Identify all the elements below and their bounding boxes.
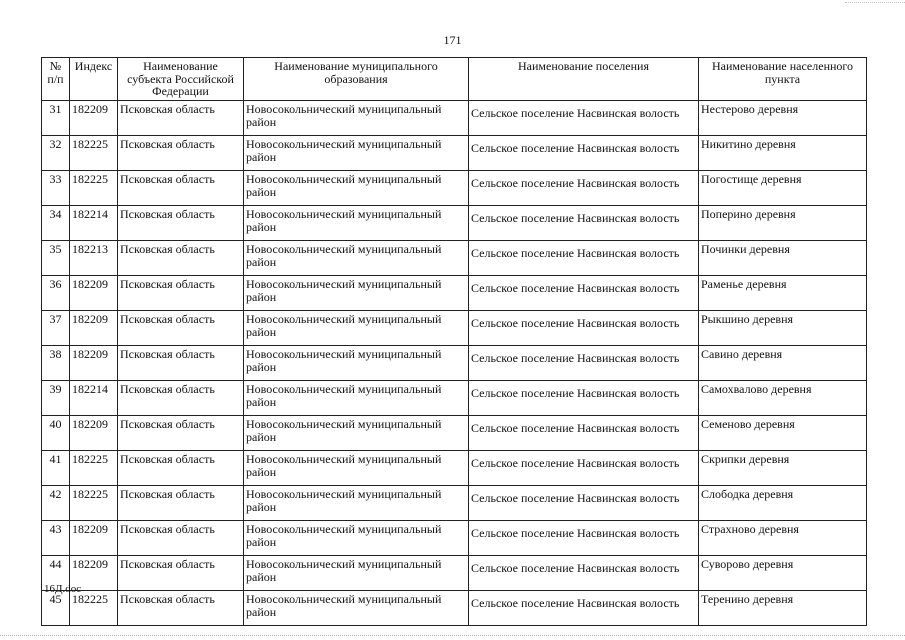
- header-num: № п/п: [42, 58, 70, 101]
- cell-municipality: Новосокольнический муниципальный район: [244, 276, 469, 311]
- cell-index: 182225: [70, 451, 118, 486]
- cell-subject: Псковская область: [118, 241, 244, 276]
- cell-num: 36: [42, 276, 70, 311]
- cell-num: 33: [42, 171, 70, 206]
- table-row: [42, 381, 867, 416]
- cell-index: 182209: [70, 101, 118, 136]
- table-row: [42, 451, 867, 486]
- cell-locality: Суворово деревня: [699, 556, 867, 591]
- cell-num: 44: [42, 556, 70, 591]
- cell-index: 182209: [70, 276, 118, 311]
- cell-locality: Никитино деревня: [699, 136, 867, 171]
- cell-subject: Псковская область: [118, 311, 244, 346]
- cell-num: 35: [42, 241, 70, 276]
- cell-index: 182209: [70, 346, 118, 381]
- cell-subject: Псковская область: [118, 136, 244, 171]
- cell-num: 37: [42, 311, 70, 346]
- cell-settlement: Сельское поселение Насвинская волость: [469, 416, 699, 451]
- cell-subject: Псковская область: [118, 556, 244, 591]
- cell-subject: Псковская область: [118, 206, 244, 241]
- cell-settlement: Сельское поселение Насвинская волость: [469, 556, 699, 591]
- cell-index: 182225: [70, 591, 118, 626]
- cell-municipality: Новосокольнический муниципальный район: [244, 311, 469, 346]
- cell-index: 182209: [70, 521, 118, 556]
- cell-locality: Поперино деревня: [699, 206, 867, 241]
- cell-locality: Теренино деревня: [699, 591, 867, 626]
- cell-municipality: Новосокольнический муниципальный район: [244, 381, 469, 416]
- cell-settlement: Сельское поселение Насвинская волость: [469, 311, 699, 346]
- cell-subject: Псковская область: [118, 381, 244, 416]
- cell-municipality: Новосокольнический муниципальный район: [244, 241, 469, 276]
- cell-index: 182209: [70, 416, 118, 451]
- cell-num: 31: [42, 101, 70, 136]
- cell-subject: Псковская область: [118, 171, 244, 206]
- footer-filename: 16Д.doc: [44, 583, 82, 595]
- cell-index: 182225: [70, 486, 118, 521]
- table-row: [42, 136, 867, 171]
- cell-num: 42: [42, 486, 70, 521]
- table-row: [42, 206, 867, 241]
- cell-subject: Псковская область: [118, 521, 244, 556]
- cell-settlement: Сельское поселение Насвинская волость: [469, 206, 699, 241]
- cell-num: 34: [42, 206, 70, 241]
- cell-num: 43: [42, 521, 70, 556]
- cell-index: 182213: [70, 241, 118, 276]
- cell-settlement: Сельское поселение Насвинская волость: [469, 486, 699, 521]
- cell-index: 182225: [70, 136, 118, 171]
- cell-municipality: Новосокольнический муниципальный район: [244, 521, 469, 556]
- cell-num: 39: [42, 381, 70, 416]
- cell-index: 182225: [70, 171, 118, 206]
- cell-locality: Скрипки деревня: [699, 451, 867, 486]
- cell-subject: Псковская область: [118, 451, 244, 486]
- table-row: [42, 311, 867, 346]
- table-row: [42, 521, 867, 556]
- table-row: [42, 591, 867, 626]
- cell-num: 45: [42, 591, 70, 626]
- table-row: [42, 171, 867, 206]
- cell-settlement: Сельское поселение Насвинская волость: [469, 591, 699, 626]
- cell-subject: Псковская область: [118, 346, 244, 381]
- cell-locality: Погостище деревня: [699, 171, 867, 206]
- cell-settlement: Сельское поселение Насвинская волость: [469, 101, 699, 136]
- cell-municipality: Новосокольнический муниципальный район: [244, 591, 469, 626]
- cell-locality: Раменье деревня: [699, 276, 867, 311]
- page-number: 171: [443, 33, 462, 47]
- cell-settlement: Сельское поселение Насвинская волость: [469, 521, 699, 556]
- settlements-table: [41, 57, 867, 626]
- header-index: Индекс: [70, 58, 118, 101]
- table-row: [42, 241, 867, 276]
- table-header-row: [42, 58, 867, 101]
- table-row: [42, 486, 867, 521]
- cell-subject: Псковская область: [118, 591, 244, 626]
- cell-settlement: Сельское поселение Насвинская волость: [469, 346, 699, 381]
- scan-edge-top: [845, 2, 905, 3]
- cell-settlement: Сельское поселение Насвинская волость: [469, 276, 699, 311]
- table-body: [42, 101, 867, 626]
- table-row: [42, 556, 867, 591]
- table-row: [42, 416, 867, 451]
- cell-municipality: Новосокольнический муниципальный район: [244, 346, 469, 381]
- cell-index: 182209: [70, 556, 118, 591]
- cell-municipality: Новосокольнический муниципальный район: [244, 486, 469, 521]
- cell-settlement: Сельское поселение Насвинская волость: [469, 241, 699, 276]
- cell-locality: Рыкшино деревня: [699, 311, 867, 346]
- cell-locality: Самохвалово деревня: [699, 381, 867, 416]
- cell-settlement: Сельское поселение Насвинская волость: [469, 136, 699, 171]
- header-subject: Наименование субъекта Российской Федерации: [118, 58, 244, 101]
- cell-num: 41: [42, 451, 70, 486]
- cell-num: 40: [42, 416, 70, 451]
- table-row: [42, 101, 867, 136]
- cell-municipality: Новосокольнический муниципальный район: [244, 451, 469, 486]
- cell-settlement: Сельское поселение Насвинская волость: [469, 381, 699, 416]
- cell-settlement: Сельское поселение Насвинская волость: [469, 451, 699, 486]
- header-municipality: Наименование муниципального образования: [244, 58, 469, 101]
- table-row: [42, 276, 867, 311]
- cell-locality: Починки деревня: [699, 241, 867, 276]
- cell-municipality: Новосокольнический муниципальный район: [244, 101, 469, 136]
- header-locality: Наименование населенного пункта: [699, 58, 867, 101]
- cell-index: 182214: [70, 206, 118, 241]
- cell-index: 182209: [70, 311, 118, 346]
- cell-locality: Слободка деревня: [699, 486, 867, 521]
- cell-index: 182214: [70, 381, 118, 416]
- scan-edge-bottom: [0, 635, 905, 636]
- cell-locality: Нестерово деревня: [699, 101, 867, 136]
- cell-num: 38: [42, 346, 70, 381]
- cell-subject: Псковская область: [118, 416, 244, 451]
- cell-locality: Страхново деревня: [699, 521, 867, 556]
- header-settlement: Наименование поселения: [469, 58, 699, 101]
- cell-locality: Семеново деревня: [699, 416, 867, 451]
- cell-municipality: Новосокольнический муниципальный район: [244, 206, 469, 241]
- cell-municipality: Новосокольнический муниципальный район: [244, 416, 469, 451]
- cell-locality: Савино деревня: [699, 346, 867, 381]
- cell-subject: Псковская область: [118, 486, 244, 521]
- cell-subject: Псковская область: [118, 101, 244, 136]
- cell-subject: Псковская область: [118, 276, 244, 311]
- cell-municipality: Новосокольнический муниципальный район: [244, 136, 469, 171]
- cell-municipality: Новосокольнический муниципальный район: [244, 556, 469, 591]
- table-row: [42, 346, 867, 381]
- cell-num: 32: [42, 136, 70, 171]
- cell-municipality: Новосокольнический муниципальный район: [244, 171, 469, 206]
- cell-settlement: Сельское поселение Насвинская волость: [469, 171, 699, 206]
